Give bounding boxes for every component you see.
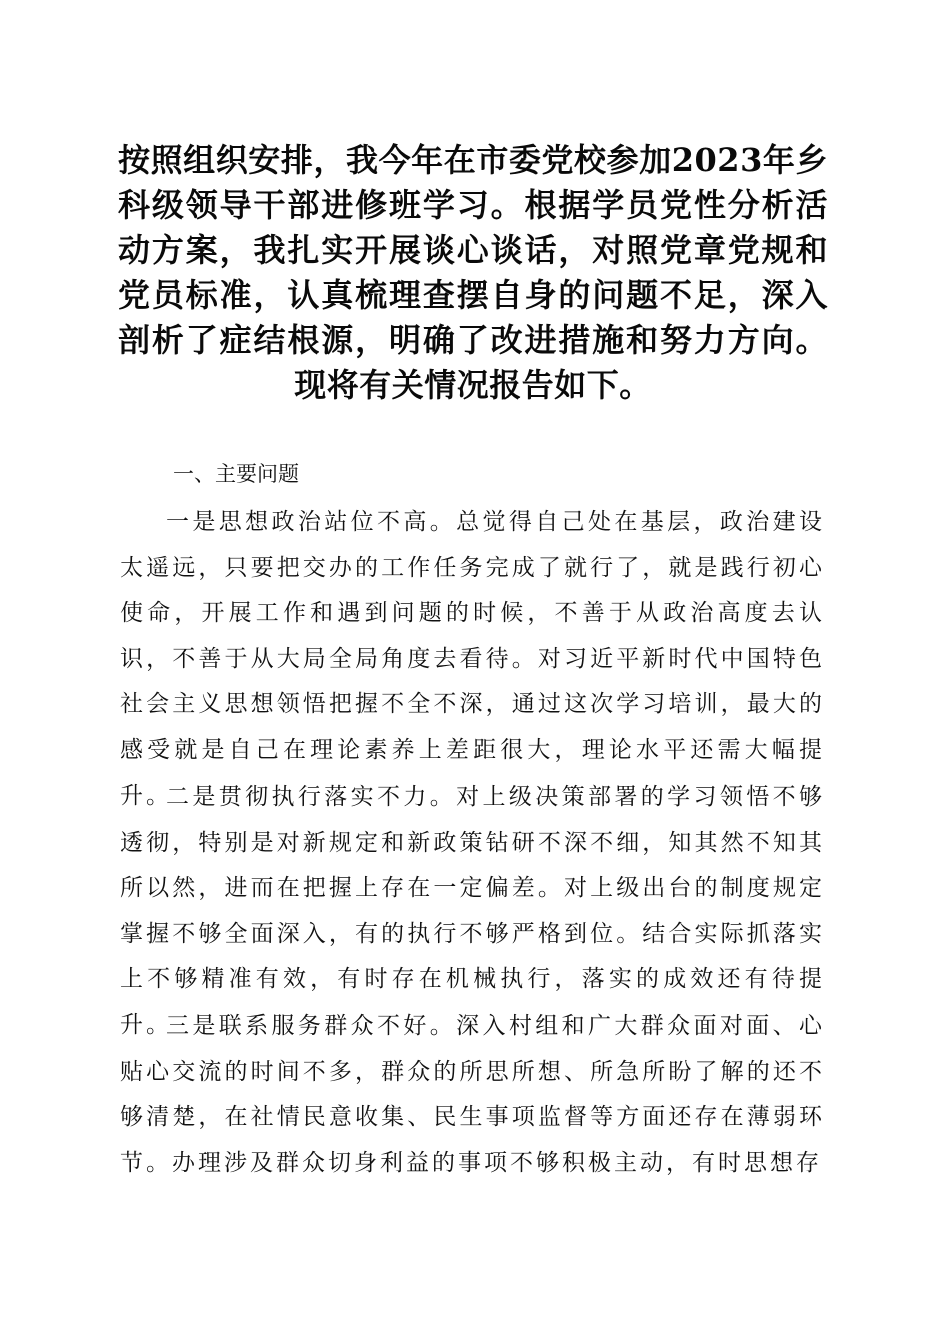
body-paragraph: 二是贯彻执行落实不力。对上级决策部署的学习领悟不够透彻，特别是对新规定和新政策钻研不深不细，知其然不知其所以然，进而在把握上存在一定偏差。对上级出台的制度规定掌握不够全面深入，有的执行不够严格到位。结合实际抓落实上不够精准有效，有时存在机械执行，落实的成效还有待提升。 xyxy=(120,784,825,1038)
body-paragraph: 三是联系服务群众不好。深入村组和广大群众面对面、心贴心交流的时间不多，群众的所思所想、所急所盼了解的还不够清楚，在社情民意收集、民生事项监督等方面还存在薄弱环节。办理涉及群众切身利益的事项不够积极主动，有时思想存 xyxy=(120,1013,825,1176)
lead-paragraph: 按照组织安排，我今年在市委党校参加2023年乡科级领导干部进修班学习。根据学员党性分析活动方案，我扎实开展谈心谈话，对照党章党规和党员标准，认真梳理查摆自身的问题不足，深入剖析了症结根源，明确了改进措施和努力方向。现将有关情况报告如下。 xyxy=(118,141,828,404)
section-heading: 一、主要问题 xyxy=(173,462,299,486)
body-paragraph: 一是思想政治站位不高。总觉得自己处在基层，政治建设太遥远，只要把交办的工作任务完成了就行了，就是践行初心使命，开展工作和遇到问题的时候，不善于从政治高度去认识，不善于从大局全局角度去看待。对习近平新时代中国特色社会主义思想领悟把握不全不深，通过这次学习培训，最大的感受就是自己在理论素养上差距很大，理论水平还需大幅提升。 xyxy=(120,509,825,809)
